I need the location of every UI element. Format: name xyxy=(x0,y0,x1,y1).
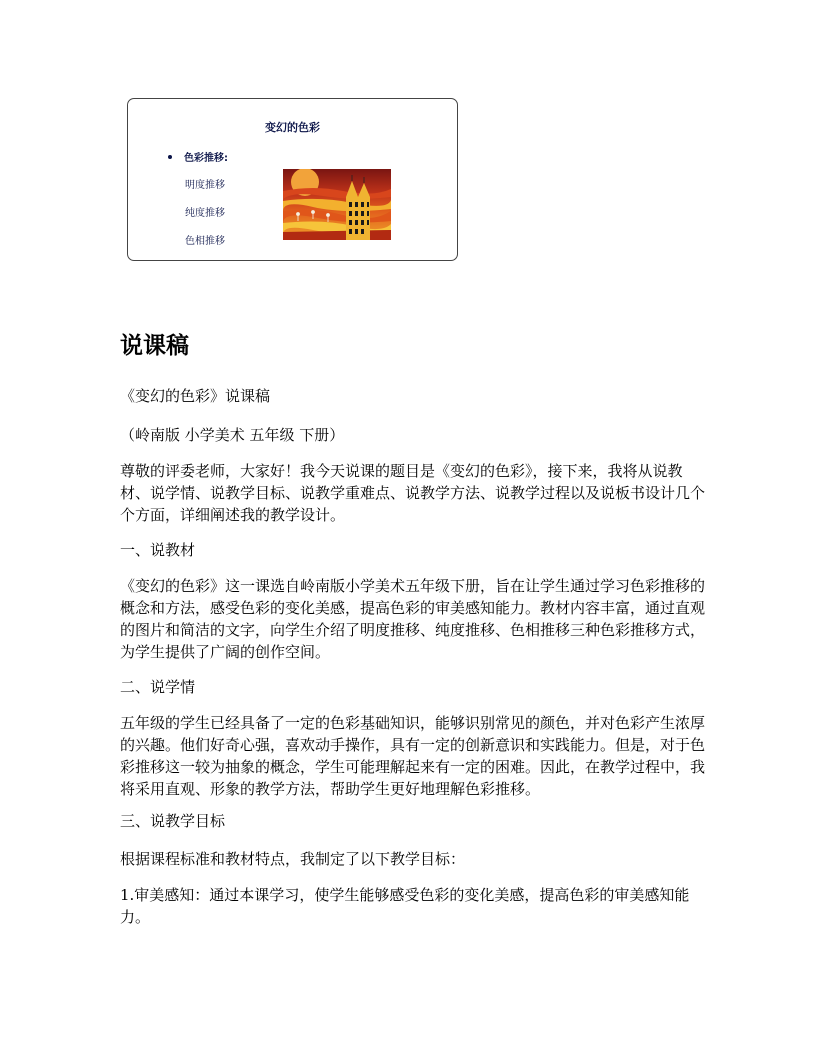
students-paragraph: 五年级的学生已经具备了一定的色彩基础知识，能够识别常见的颜色，并对色彩产生浓厚的兴趣。他们好奇心强，喜欢动手操作，具有一定的创新意识和实践能力。但是，对于色彩推移这一较为抽象的概念，学生可能理解起来有一定的困难。因此，在教学过程中，我将采用直观、形象的教学方法，帮助学生更好地理解色彩推移。 xyxy=(120,714,706,798)
doc-title: 《变幻的色彩》说课稿 xyxy=(120,387,271,405)
slide-thumbnail xyxy=(127,98,458,261)
objective-item-1: 1.审美感知：通过本课学习，使学生能够感受色彩的变化美感，提高色彩的审美感知能力。 xyxy=(120,886,690,926)
doc-subtitle: （岭南版 小学美术 五年级 下册） xyxy=(120,426,345,444)
intro-paragraph: 尊敬的评委老师，大家好！我今天说课的题目是《变幻的色彩》，接下来，我将从说教材、说学情、说教学目标、说教学重难点、说教学方法、说教学过程以及说板书设计几个个方面，详细阐述我的教学设计。 xyxy=(120,462,706,524)
section-heading-objectives: 三、说教学目标 xyxy=(120,812,226,830)
slide-title: 变幻的色彩 xyxy=(265,121,320,134)
sunset-painting-image xyxy=(283,169,391,240)
bullet-dot-icon xyxy=(168,155,172,159)
section-heading-textbook: 一、说教材 xyxy=(120,541,196,559)
slide-item-brightness: 明度推移 xyxy=(185,180,225,191)
slide-bullet xyxy=(168,149,228,164)
objectives-intro: 根据课程标准和教材特点，我制定了以下教学目标： xyxy=(120,850,466,868)
page-heading: 说课稿 xyxy=(120,333,189,359)
section-heading-students: 二、说学情 xyxy=(120,678,196,696)
textbook-paragraph: 《变幻的色彩》这一课选自岭南版小学美术五年级下册，旨在让学生通过学习色彩推移的概念和方法，感受色彩的变化美感，提高色彩的审美感知能力。教材内容丰富，通过直观的图片和简洁的文字，向学生介绍了明度推移、纯度推移、色相推移三种色彩推移方式，为学生提供了广阔的创作空间。 xyxy=(120,577,706,661)
slide-bullet-label: 色彩推移: xyxy=(184,153,228,164)
slide-item-hue: 色相推移 xyxy=(185,236,225,247)
slide-item-saturation: 纯度推移 xyxy=(185,208,225,219)
